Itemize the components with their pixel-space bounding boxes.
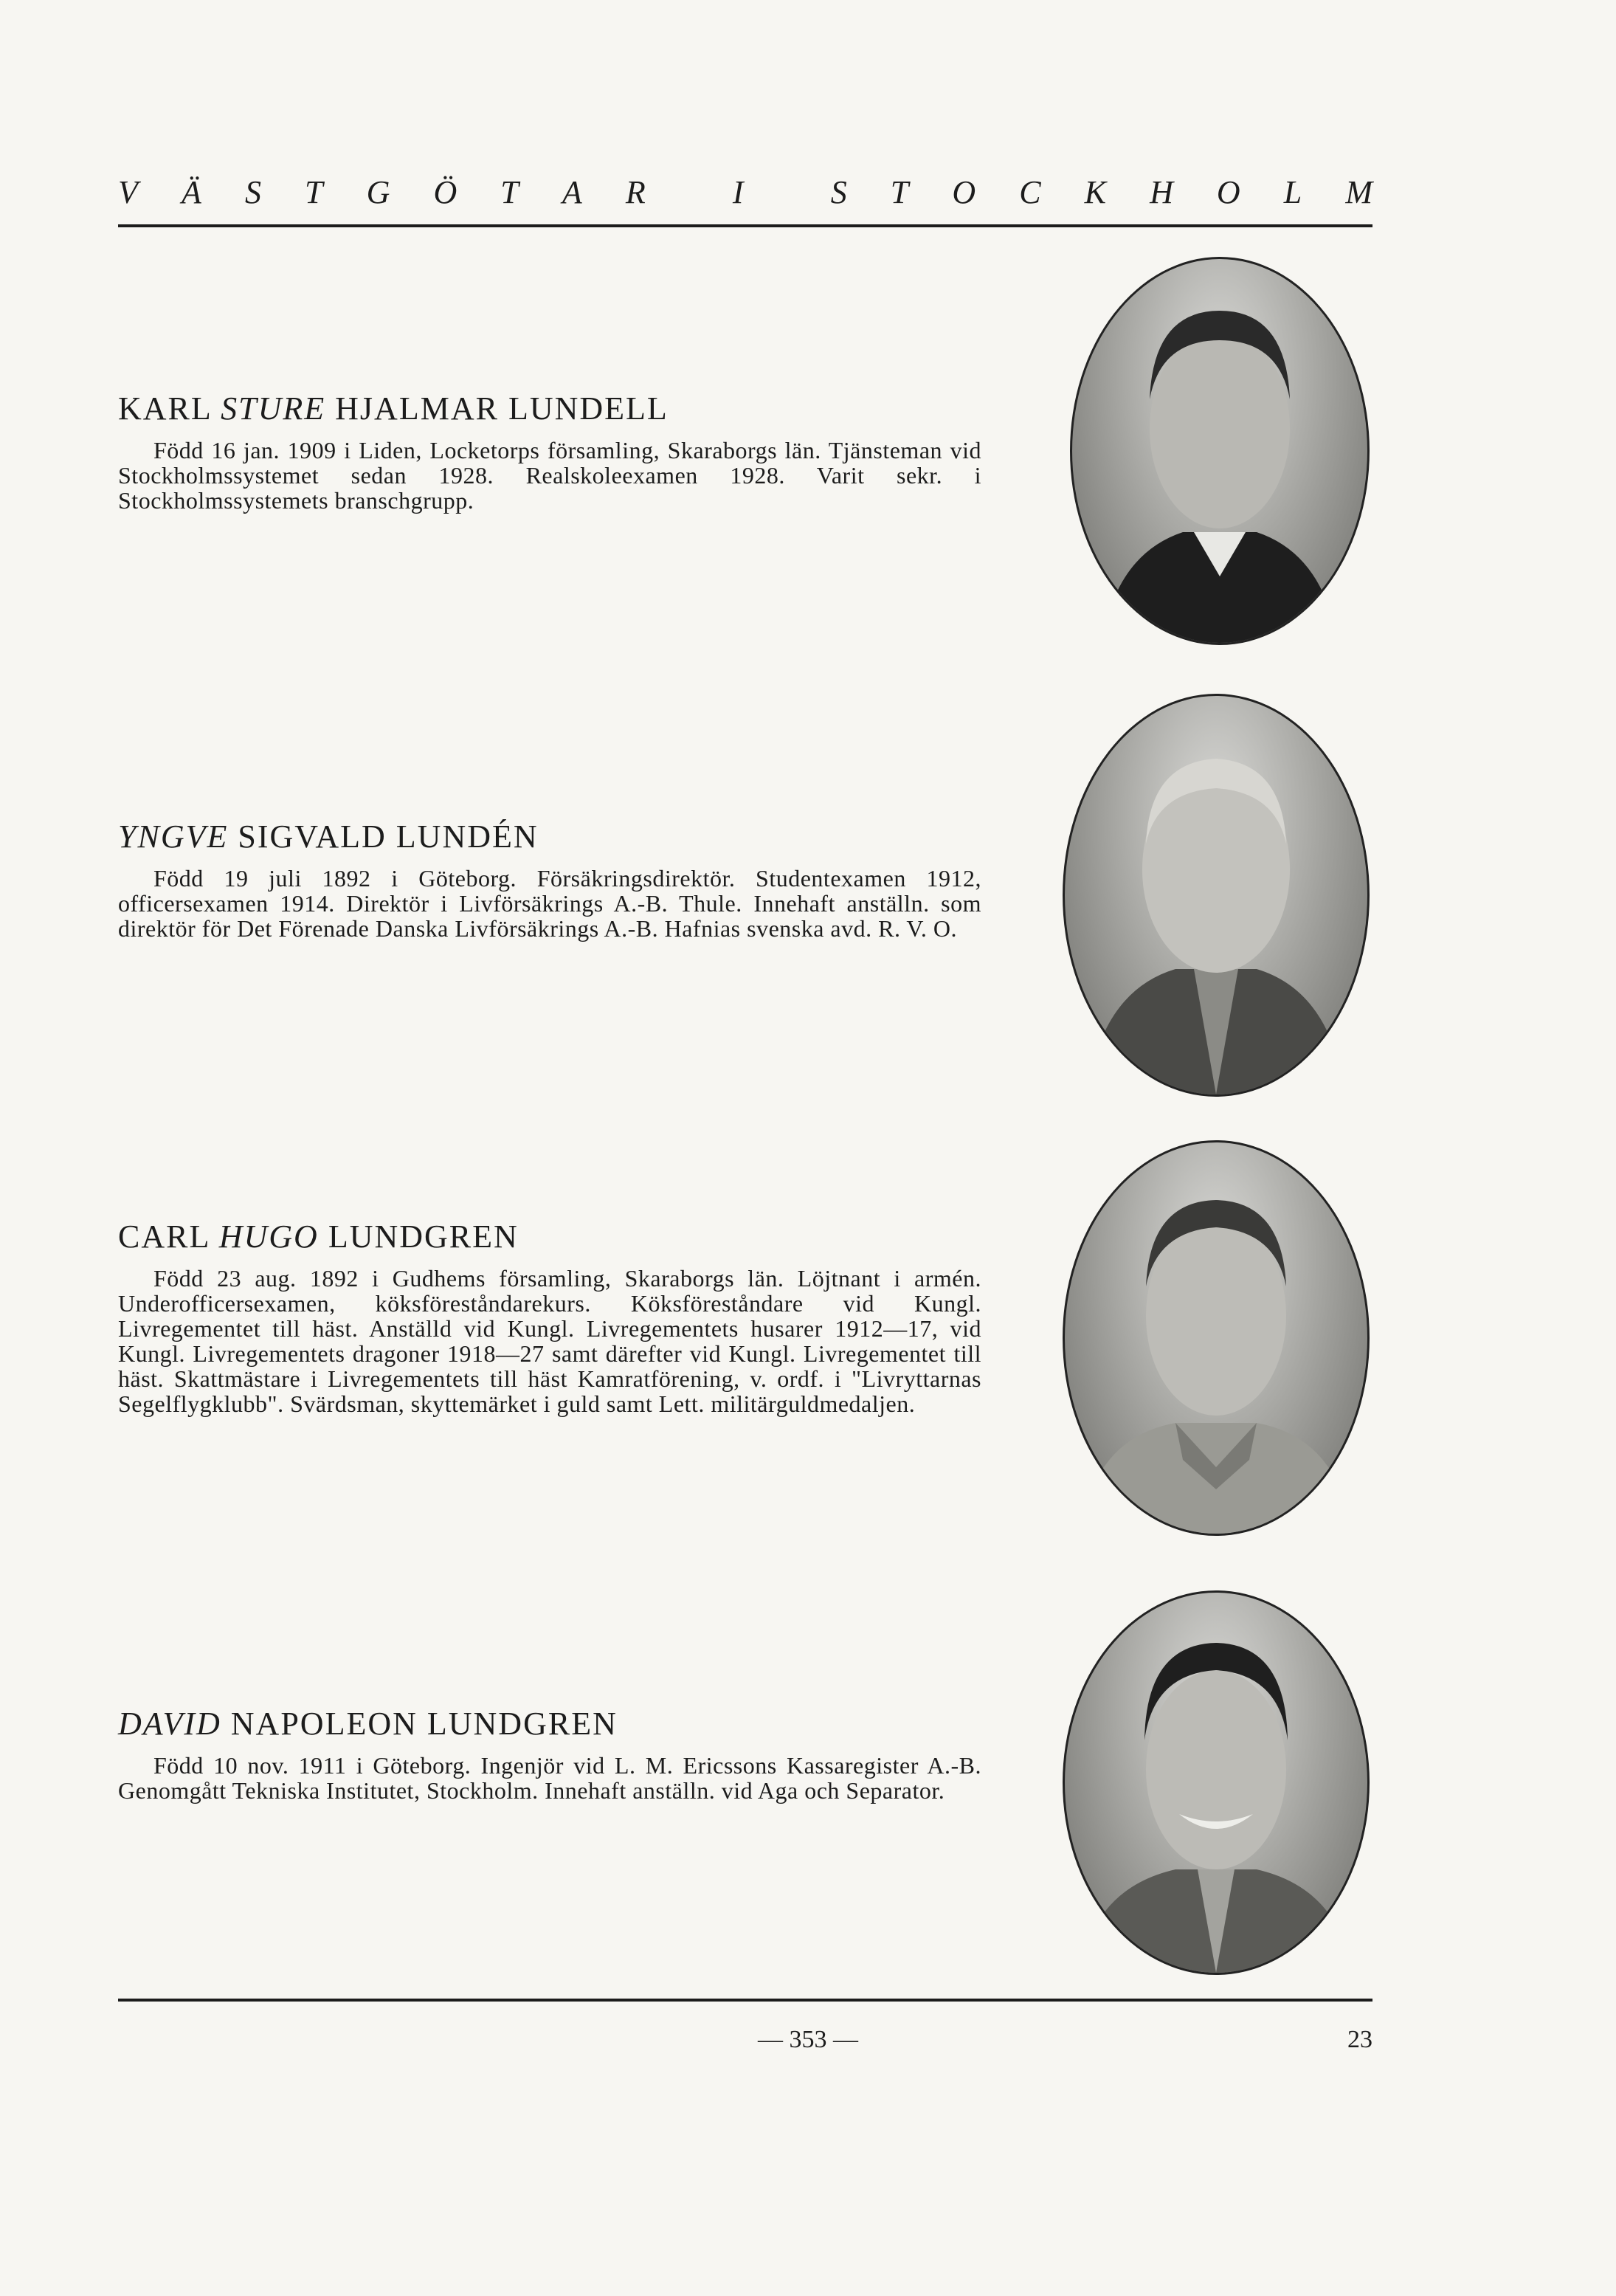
- running-head-letter: V: [118, 174, 138, 210]
- running-head-letter: T: [305, 174, 323, 210]
- biography-entry: [118, 1705, 981, 1803]
- person-name: [118, 818, 981, 855]
- name-called: DAVID: [118, 1706, 221, 1742]
- running-head: [118, 173, 1372, 211]
- person-bio: Född 23 aug. 1892 i Gudhems församling, Skaraborgs län. Löjtnant i armén. Underofficersexamen, köksföreståndarekurs. Köksföreståndare vid Kungl. Livregementet till häst. Anställd vid Kungl. Livregementets husarer 1912—17, vid Kungl. Livregementets dragoner 1918—27 samt därefter vid Kungl. Livregementet till häst. Skattmästare i Livregementets till häst Kamratförening, v. ordf. i "Livryttarnas Segelflygklubb". Svärdsman, skyttemärket i guld samt Lett. militärguldmedaljen.: [118, 1265, 981, 1417]
- person-name: [118, 1705, 981, 1742]
- sheet-number: 23: [1347, 2026, 1372, 2053]
- name-part: CARL: [118, 1218, 219, 1255]
- biography-entry: [118, 818, 981, 941]
- person-name: [118, 390, 981, 427]
- portrait-photo: [1070, 257, 1370, 645]
- running-head-letter: A: [562, 174, 582, 210]
- portrait-photo: [1063, 694, 1370, 1097]
- name-part: NAPOLEON LUNDGREN: [221, 1706, 618, 1742]
- person-name: [118, 1218, 981, 1255]
- person-bio: Född 19 juli 1892 i Göteborg. Försäkringsdirektör. Studentexamen 1912, officersexamen 1914. Direktör i Livförsäkrings A.-B. Thule. Innehaft anställn. som direktör för Det Förenade Danska Livförsäkrings A.-B. Hafnias svenska avd. R. V. O.: [118, 865, 981, 942]
- name-called: HUGO: [218, 1218, 319, 1255]
- biography-entry: [118, 390, 981, 513]
- running-head-letter: C: [1019, 174, 1041, 210]
- name-called: STURE: [221, 390, 326, 427]
- portrait-silhouette: [1065, 1593, 1367, 1973]
- biography-entry: [118, 1218, 981, 1416]
- running-head-letter: R: [625, 174, 646, 210]
- running-head-letter: O: [1216, 174, 1240, 210]
- name-part: SIGVALD LUNDÉN: [228, 818, 539, 855]
- running-head-letter: S: [244, 174, 261, 210]
- running-head-letter: O: [952, 174, 976, 210]
- running-head-letter: H: [1150, 174, 1173, 210]
- running-head-letter: K: [1084, 174, 1106, 210]
- name-part: KARL: [118, 390, 221, 427]
- person-bio: Född 16 jan. 1909 i Liden, Locketorps församling, Skaraborgs län. Tjänsteman vid Stockholmssystemet sedan 1928. Realskoleexamen 1928. Varit sekr. i Stockholmssystemets branschgrupp.: [118, 437, 981, 514]
- portrait-silhouette: [1065, 696, 1367, 1094]
- name-part: HJALMAR LUNDELL: [325, 390, 669, 427]
- footer-rule: [118, 1999, 1372, 2002]
- running-head-letter: T: [500, 174, 519, 210]
- portrait-silhouette: [1072, 259, 1367, 643]
- running-head-letter: M: [1345, 174, 1372, 210]
- running-head-letter: L: [1283, 174, 1302, 210]
- running-head-letter: T: [890, 174, 909, 210]
- name-part: LUNDGREN: [318, 1218, 519, 1255]
- person-bio: Född 10 nov. 1911 i Göteborg. Ingenjör vid L. M. Ericssons Kassaregister A.-B. Genomgått Tekniska Institutet, Stockholm. Innehaft anställn. vid Aga och Separator.: [118, 1752, 981, 1804]
- header-rule: [118, 224, 1372, 227]
- running-head-letter: G: [366, 174, 390, 210]
- running-head-letter: Ö: [433, 174, 457, 210]
- portrait-silhouette: [1065, 1142, 1367, 1534]
- running-head-letter: I: [732, 174, 744, 210]
- portrait-photo: [1063, 1140, 1370, 1536]
- name-called: YNGVE: [118, 818, 229, 855]
- running-head-letter: S: [830, 174, 847, 210]
- page-number: — 353 —: [758, 2026, 858, 2053]
- portrait-photo: [1063, 1590, 1370, 1975]
- running-head-letter: Ä: [181, 174, 201, 210]
